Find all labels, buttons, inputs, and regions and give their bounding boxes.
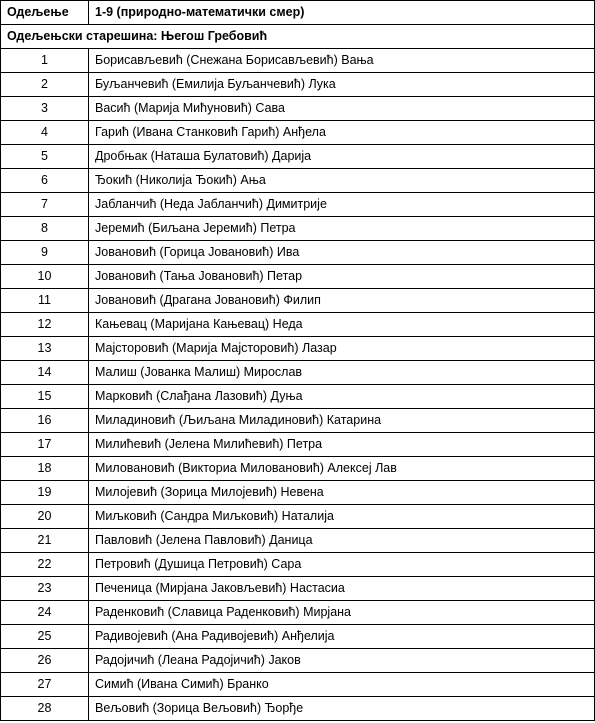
student-name: Јовановић (Тања Јовановић) Петар bbox=[89, 265, 595, 289]
table-row bbox=[1, 481, 595, 505]
table-row bbox=[1, 577, 595, 601]
student-number: 20 bbox=[1, 505, 89, 529]
homeroom-teacher: Одељењски старешина: Његош Гребовић bbox=[1, 25, 595, 49]
student-number: 27 bbox=[1, 673, 89, 697]
student-number: 9 bbox=[1, 241, 89, 265]
header-row bbox=[1, 1, 595, 25]
table-row bbox=[1, 385, 595, 409]
student-number: 12 bbox=[1, 313, 89, 337]
student-name: Петровић (Душица Петровић) Сара bbox=[89, 553, 595, 577]
student-name: Борисављевић (Снежана Борисављевић) Вања bbox=[89, 49, 595, 73]
student-name: Гарић (Ивана Станковић Гарић) Анђела bbox=[89, 121, 595, 145]
student-name: Ђокић (Николија Ђокић) Ања bbox=[89, 169, 595, 193]
student-number: 4 bbox=[1, 121, 89, 145]
student-number: 21 bbox=[1, 529, 89, 553]
student-number: 24 bbox=[1, 601, 89, 625]
student-name: Радојичић (Леана Радојичић) Јаков bbox=[89, 649, 595, 673]
student-name: Симић (Ивана Симић) Бранко bbox=[89, 673, 595, 697]
class-label: Одељење bbox=[1, 1, 89, 25]
student-number: 28 bbox=[1, 697, 89, 721]
table-row bbox=[1, 217, 595, 241]
student-name: Кањевац (Маријана Кањевац) Неда bbox=[89, 313, 595, 337]
student-name: Малиш (Јованка Малиш) Мирослав bbox=[89, 361, 595, 385]
table-row bbox=[1, 409, 595, 433]
student-number: 1 bbox=[1, 49, 89, 73]
student-name: Мајсторовић (Марија Мајсторовић) Лазар bbox=[89, 337, 595, 361]
table-row bbox=[1, 457, 595, 481]
table-row bbox=[1, 193, 595, 217]
student-number: 10 bbox=[1, 265, 89, 289]
table-row bbox=[1, 145, 595, 169]
table-row bbox=[1, 241, 595, 265]
student-name: Раденковић (Славица Раденковић) Мирјана bbox=[89, 601, 595, 625]
student-name: Дробњак (Наташа Булатовић) Дарија bbox=[89, 145, 595, 169]
student-name: Милојевић (Зорица Милојевић) Невена bbox=[89, 481, 595, 505]
table-row bbox=[1, 697, 595, 721]
student-number: 22 bbox=[1, 553, 89, 577]
student-name: Миловановић (Викториа Миловановић) Алексеј Лав bbox=[89, 457, 595, 481]
table-row bbox=[1, 505, 595, 529]
student-name: Васић (Марија Мићуновић) Сава bbox=[89, 97, 595, 121]
student-number: 15 bbox=[1, 385, 89, 409]
table-row bbox=[1, 97, 595, 121]
student-name: Буљанчевић (Емилија Буљанчевић) Лука bbox=[89, 73, 595, 97]
student-name: Радивојевић (Ана Радивојевић) Анђелија bbox=[89, 625, 595, 649]
student-number: 13 bbox=[1, 337, 89, 361]
student-name: Јовановић (Драгана Јовановић) Филип bbox=[89, 289, 595, 313]
table-row bbox=[1, 337, 595, 361]
table-row bbox=[1, 121, 595, 145]
table-row bbox=[1, 649, 595, 673]
table-row bbox=[1, 169, 595, 193]
student-number: 23 bbox=[1, 577, 89, 601]
table-row bbox=[1, 265, 595, 289]
student-number: 25 bbox=[1, 625, 89, 649]
student-number: 7 bbox=[1, 193, 89, 217]
student-number: 17 bbox=[1, 433, 89, 457]
table-row bbox=[1, 529, 595, 553]
table-row bbox=[1, 601, 595, 625]
table-row bbox=[1, 673, 595, 697]
table-row bbox=[1, 49, 595, 73]
table-row bbox=[1, 361, 595, 385]
teacher-row bbox=[1, 25, 595, 49]
student-number: 18 bbox=[1, 457, 89, 481]
table-row bbox=[1, 433, 595, 457]
student-name: Миљковић (Сандра Миљковић) Наталија bbox=[89, 505, 595, 529]
student-name: Вељовић (Зорица Вељовић) Ђорђе bbox=[89, 697, 595, 721]
student-name: Павловић (Јелена Павловић) Даница bbox=[89, 529, 595, 553]
student-number: 5 bbox=[1, 145, 89, 169]
student-name: Марковић (Слађана Лазовић) Дуња bbox=[89, 385, 595, 409]
student-number: 14 bbox=[1, 361, 89, 385]
student-name: Миладиновић (Љиљана Миладиновић) Катарина bbox=[89, 409, 595, 433]
student-number: 11 bbox=[1, 289, 89, 313]
class-value: 1-9 (природно-математички смер) bbox=[89, 1, 595, 25]
student-name: Јабланчић (Неда Јабланчић) Димитрије bbox=[89, 193, 595, 217]
student-number: 2 bbox=[1, 73, 89, 97]
table-row bbox=[1, 553, 595, 577]
student-number: 6 bbox=[1, 169, 89, 193]
student-number: 8 bbox=[1, 217, 89, 241]
table-row bbox=[1, 313, 595, 337]
student-number: 16 bbox=[1, 409, 89, 433]
table-row bbox=[1, 289, 595, 313]
student-number: 26 bbox=[1, 649, 89, 673]
table-row bbox=[1, 625, 595, 649]
student-name: Јеремић (Биљана Јеремић) Петра bbox=[89, 217, 595, 241]
table-row bbox=[1, 73, 595, 97]
student-name: Јовановић (Горица Јовановић) Ива bbox=[89, 241, 595, 265]
student-number: 19 bbox=[1, 481, 89, 505]
student-name: Милићевић (Јелена Милићевић) Петра bbox=[89, 433, 595, 457]
student-number: 3 bbox=[1, 97, 89, 121]
student-name: Печеница (Мирјана Јаковљевић) Настасиа bbox=[89, 577, 595, 601]
